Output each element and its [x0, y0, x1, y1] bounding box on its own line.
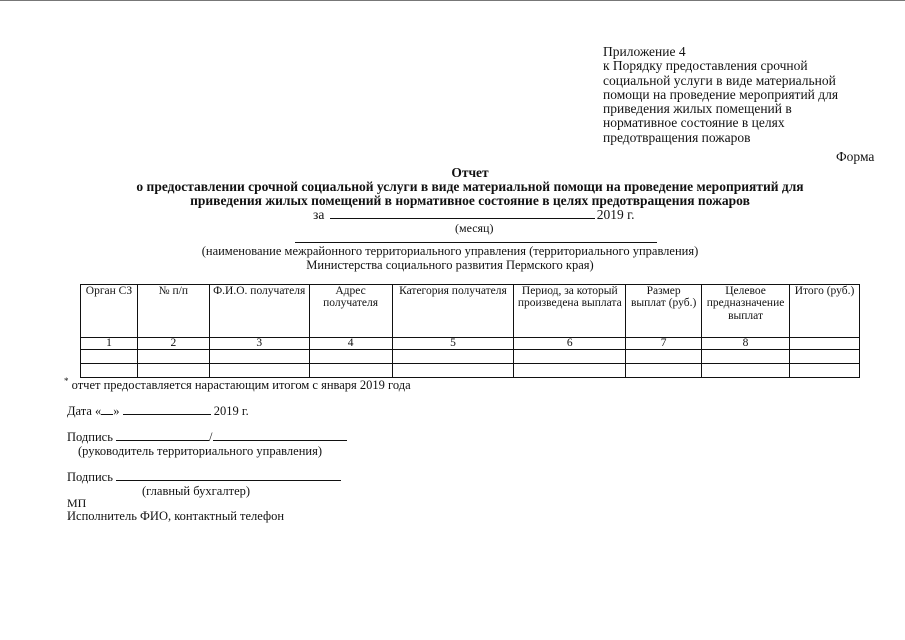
appendix-line: к Порядку предоставления срочной — [603, 58, 808, 74]
table-cell[interactable] — [309, 350, 392, 364]
appendix-block — [603, 45, 893, 145]
report-title: Отчет — [451, 165, 489, 180]
stamp-place-label: МП — [67, 496, 87, 510]
top-border-line — [0, 0, 905, 1]
date-mid: » — [113, 404, 120, 418]
department-blank-line[interactable] — [295, 242, 657, 243]
report-subtitle-line1: о предоставлении срочной социальной услуги в виде материальной помощи на проведение мероприятий для — [136, 179, 804, 194]
table-cell[interactable] — [790, 364, 860, 378]
column-number-cell — [790, 338, 860, 350]
report-subtitle-line2: приведения жилых помещений в нормативное состояние в целях предотвращения пожаров — [190, 193, 750, 208]
month-caption: (месяц) — [455, 221, 494, 235]
column-number-cell: 2 — [137, 338, 209, 350]
table-cell[interactable] — [392, 350, 514, 364]
period-row — [313, 207, 634, 222]
day-blank[interactable] — [101, 404, 113, 415]
period-prefix: за — [313, 207, 325, 222]
header-cell-total: Итого (руб.) — [790, 285, 860, 338]
footnote-text: отчет предоставляется нарастающим итогом с января 2019 года — [71, 378, 411, 393]
table-cell[interactable] — [137, 350, 209, 364]
appendix-line: предотвращения пожаров — [603, 129, 751, 145]
header-cell-number: № п/п — [137, 285, 209, 338]
appendix-line: нормативное состояние в целях — [603, 115, 785, 131]
period-year: 2019 г. — [596, 207, 635, 222]
header-cell-fio: Ф.И.О. получателя — [209, 285, 309, 338]
head-signature-blank[interactable] — [116, 430, 209, 441]
table-cell[interactable] — [626, 350, 702, 364]
accountant-signature-caption: (главный бухгалтер) — [142, 484, 251, 498]
footnote-mark: * — [64, 376, 69, 386]
column-number-cell: 5 — [392, 338, 514, 350]
table-cell[interactable] — [514, 350, 626, 364]
head-signature-line — [67, 430, 347, 444]
header-cell-purpose: Целевое предназначение выплат — [702, 285, 790, 338]
column-number-cell: 4 — [309, 338, 392, 350]
head-name-blank[interactable] — [213, 430, 347, 441]
table-cell[interactable] — [626, 364, 702, 378]
appendix-line: социальной услуги в виде материальной — [603, 72, 836, 88]
accountant-signature-line — [67, 470, 341, 484]
header-cell-period: Период, за который произведена выплата — [514, 285, 626, 338]
form-label: Форма — [836, 149, 875, 164]
signature-label: Подпись — [67, 430, 113, 444]
appendix-line: Приложение 4 — [603, 44, 686, 59]
header-cell-category: Категория получателя — [392, 285, 514, 338]
department-caption-line2: Министерства социального развития Пермского края) — [306, 257, 594, 272]
column-number-cell: 1 — [81, 338, 138, 350]
signature-separator: / — [209, 430, 213, 444]
appendix-line: приведения жилых помещений в — [603, 101, 792, 117]
appendix-line: помощи на проведение мероприятий для — [603, 86, 839, 102]
report-table — [80, 284, 860, 378]
date-line — [67, 404, 249, 418]
header-cell-organ: Орган СЗ — [81, 285, 138, 338]
executor-line: Исполнитель ФИО, контактный телефон — [67, 509, 285, 523]
date-year: 2019 г. — [213, 404, 249, 418]
column-number-cell: 3 — [209, 338, 309, 350]
table-numbering-row — [81, 338, 860, 350]
accountant-signature-blank[interactable] — [116, 470, 341, 481]
department-caption — [150, 245, 750, 272]
department-caption-line1: (наименование межрайонного территориального управления (территориального управления) — [201, 244, 699, 258]
column-number-cell: 8 — [702, 338, 790, 350]
header-cell-address: Адрес получателя — [309, 285, 392, 338]
column-number-cell: 7 — [626, 338, 702, 350]
table-cell[interactable] — [702, 350, 790, 364]
header-cell-amount: Размер выплат (руб.) — [626, 285, 702, 338]
head-signature-caption: (руководитель территориального управления) — [78, 444, 322, 458]
month-blank[interactable] — [123, 404, 211, 415]
table-header-row — [81, 285, 860, 338]
table-cell[interactable] — [702, 364, 790, 378]
column-number-cell: 6 — [514, 338, 626, 350]
month-blank-line[interactable] — [330, 207, 595, 219]
table-cell[interactable] — [81, 350, 138, 364]
table-cell[interactable] — [209, 350, 309, 364]
table-cell[interactable] — [790, 350, 860, 364]
signature-label: Подпись — [67, 470, 113, 484]
date-prefix: Дата « — [67, 404, 102, 418]
table-cell[interactable] — [514, 364, 626, 378]
footnote — [64, 376, 411, 393]
table-row — [81, 350, 860, 364]
